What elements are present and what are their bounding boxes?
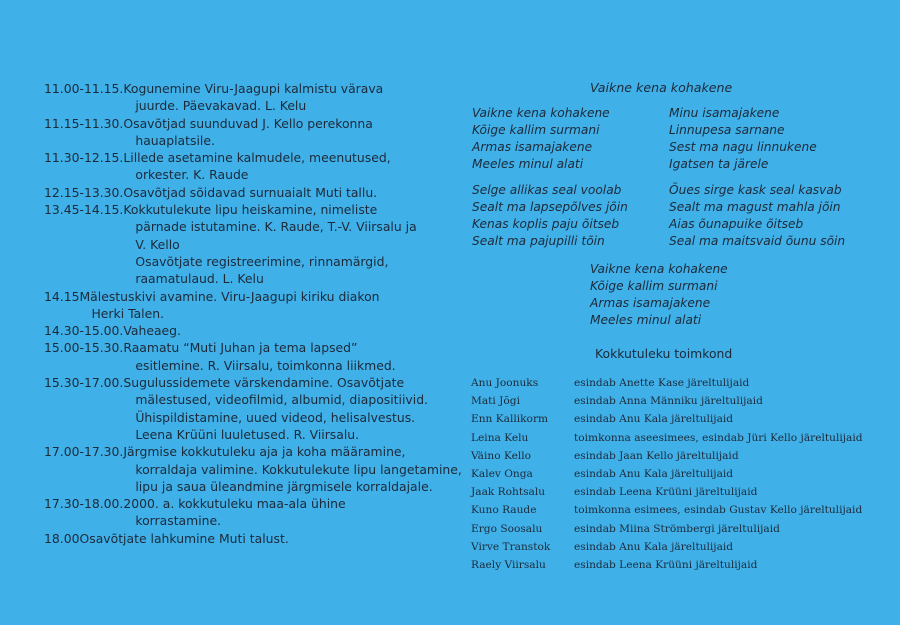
schedule-time: 11.30-12.15. <box>44 150 124 166</box>
member-role: esindab Leena Krüüni järeltulijaid <box>574 558 758 571</box>
committee-row <box>471 501 891 519</box>
committee-row <box>471 465 891 483</box>
schedule-time: 18.00 <box>44 530 80 546</box>
schedule-entry <box>44 443 462 495</box>
schedule-line: Osavõtjate lahkumine Muti talust. <box>79 530 289 546</box>
schedule-description <box>123 115 424 150</box>
poem-line: Armas isamajakene <box>590 295 711 310</box>
poem-title: Vaikne kena kohakene <box>590 80 733 95</box>
schedule-description <box>79 530 424 547</box>
member-name: Jaak Rohtsalu <box>471 486 546 499</box>
poem-line: Sealt ma magust mahla jõin <box>669 199 841 214</box>
schedule-time: 15.30-17.00. <box>44 375 124 391</box>
schedule-description <box>123 374 428 443</box>
schedule-time: 11.15-11.30. <box>44 115 124 131</box>
schedule-time: 15.00-15.30. <box>44 340 124 356</box>
member-name: Anu Joonuks <box>471 377 539 389</box>
schedule-entry <box>44 80 424 115</box>
poem-line: Meeles minul alati <box>590 312 702 327</box>
member-name: Kalev Onga <box>471 467 533 480</box>
schedule-line: lipu ja saua üleandmine järgmisele korraldajale. <box>135 478 433 494</box>
member-role: toimkonna aseesimees, esindab Jüri Kello järeltulijaid <box>574 431 863 444</box>
member-name: Väino Kello <box>471 449 532 462</box>
schedule-line: Vaheaeg. <box>123 323 181 339</box>
schedule-time: 14.30-15.00. <box>44 323 124 339</box>
poem-line: Aias õunapuike õitseb <box>669 216 804 231</box>
schedule-description <box>123 80 424 115</box>
schedule-line: 2000. a. kokkutuleku maa-ala ühine <box>123 496 346 512</box>
schedule-entry <box>44 322 424 339</box>
schedule-time: 11.00-11.15. <box>44 81 124 96</box>
schedule-entry <box>44 339 424 374</box>
schedule-line: esitlemine. R. Viirsalu, toimkonna liikmed. <box>135 357 396 373</box>
schedule-entry <box>44 530 424 547</box>
member-name: Kuno Raude <box>471 504 537 517</box>
schedule-entry <box>44 495 424 530</box>
schedule-line: korrastamine. <box>135 513 222 529</box>
poem-stanza <box>590 261 728 329</box>
member-role: esindab Anu Kala järeltulijaid <box>574 467 734 480</box>
schedule-line: hauaplatsile. <box>135 132 215 148</box>
poem-line: Selge allikas seal voolab <box>472 183 622 197</box>
schedule-entry <box>44 374 428 443</box>
committee-row <box>471 374 891 392</box>
schedule-description <box>123 184 424 201</box>
schedule-entry <box>44 149 424 184</box>
schedule-line: Ühispildistamine, uued videod, helisalvestus. <box>135 409 416 425</box>
schedule-time: 12.15-13.30. <box>44 184 124 200</box>
schedule-line: korraldaja valimine. Kokkutulekute lipu langetamine, <box>135 461 462 477</box>
poem-line: Vaikne kena kohakene <box>472 106 610 120</box>
schedule-line: Raamatu “Muti Juhan ja tema lapsed” <box>123 340 358 356</box>
schedule-line: Osavõtjad sõidavad surnuaialt Muti tallu. <box>123 184 378 200</box>
schedule-description <box>123 149 424 184</box>
schedule-line: Mälestuskivi avamine. Viru-Jaagupi kiriku diakon <box>79 288 380 304</box>
poem-line: Sest ma nagu linnukene <box>669 139 817 154</box>
schedule-time: 13.45-14.15. <box>44 202 124 218</box>
poem-line: Linnupesa sarnane <box>669 122 785 137</box>
poem-stanza <box>472 182 628 250</box>
committee-row <box>471 447 891 465</box>
schedule-description <box>123 339 424 374</box>
member-role: esindab Anette Kase järeltulijaid <box>574 377 750 389</box>
member-role: esindab Jaan Kello järeltulijaid <box>574 449 739 462</box>
committee-row <box>471 429 891 447</box>
schedule-line: Järgmise kokkutuleku aja ja koha määramine, <box>123 444 406 460</box>
schedule-time: 14.15 <box>44 288 80 304</box>
schedule-line: Leena Krüüni luuletused. R. Viirsalu. <box>135 426 360 442</box>
schedule-time: 17.30-18.00. <box>44 496 124 512</box>
poem-line: Sealt ma lapsepõlves jõin <box>472 199 628 214</box>
poem-stanza <box>472 105 610 173</box>
committee-row <box>471 538 891 556</box>
schedule-line: Kogunemine Viru-Jaagupi kalmistu värava <box>123 81 384 96</box>
poem-line: Kõige kallim surmani <box>472 122 600 137</box>
member-role: esindab Miina Strömbergi järeltulijaid <box>574 522 780 535</box>
schedule-time: 17.00-17.30. <box>44 444 124 460</box>
poem-line: Kenas koplis paju õitseb <box>472 216 620 231</box>
member-name: Virve Transtok <box>471 540 551 553</box>
schedule-description <box>123 322 424 339</box>
committee-row <box>471 483 891 501</box>
committee-title: Kokkutuleku toimkond <box>595 346 733 361</box>
schedule <box>44 80 462 547</box>
committee-row <box>471 410 891 428</box>
schedule-line: V. Kello <box>135 236 180 252</box>
member-name: Raely Viirsalu <box>471 558 546 571</box>
poem-line: Meeles minul alati <box>472 156 584 171</box>
member-role: esindab Anu Kala järeltulijaid <box>574 413 734 426</box>
schedule-line: Lillede asetamine kalmudele, meenutused, <box>123 150 391 166</box>
schedule-description <box>79 288 424 323</box>
committee-row <box>471 556 891 574</box>
member-name: Enn Kallikorm <box>471 413 549 426</box>
committee-row <box>471 520 891 538</box>
schedule-description <box>123 443 461 495</box>
poem-line: Minu isamajakene <box>669 106 780 120</box>
schedule-line: Sugulussidemete värskendamine. Osavõtjate <box>123 375 405 391</box>
poem-line: Kõige kallim surmani <box>590 278 718 293</box>
poem-line: Seal ma maitsvaid õunu sõin <box>669 233 846 248</box>
schedule-line: mälestused, videofilmid, albumid, diapositiivid. <box>135 392 428 408</box>
member-name: Mati Jõgi <box>471 395 520 408</box>
schedule-line: pärnade istutamine. K. Raude, T.-V. Viirsalu ja <box>135 219 417 235</box>
member-name: Leina Kelu <box>471 431 529 444</box>
schedule-entry <box>44 201 424 287</box>
poem-line: Armas isamajakene <box>472 139 593 154</box>
schedule-line: Kokkutulekute lipu heiskamine, nimeliste <box>123 202 378 218</box>
schedule-description <box>123 495 424 530</box>
poem-line: Õues sirge kask seal kasvab <box>669 183 842 197</box>
schedule-line: Herki Talen. <box>91 305 165 321</box>
poem-stanza <box>669 182 845 250</box>
member-role: esindab Leena Krüüni järeltulijaid <box>574 486 758 499</box>
committee-list <box>471 374 891 574</box>
schedule-entry <box>44 115 424 150</box>
schedule-line: raamatulaud. L. Kelu <box>135 271 264 287</box>
poem-line: Igatsen ta järele <box>669 156 769 171</box>
schedule-entry <box>44 288 424 323</box>
poem-line: Vaikne kena kohakene <box>590 262 728 276</box>
member-role: esindab Anna Männiku järeltulijaid <box>574 395 763 408</box>
poem-stanza <box>669 105 817 173</box>
member-name: Ergo Soosalu <box>471 522 543 535</box>
schedule-description <box>123 201 424 287</box>
schedule-line: juurde. Päevakavad. L. Kelu <box>135 98 307 114</box>
member-role: toimkonna esimees, esindab Gustav Kello järeltulijaid <box>574 504 863 517</box>
schedule-entry <box>44 184 424 201</box>
member-role: esindab Anu Kala järeltulijaid <box>574 540 734 553</box>
schedule-line: orkester. K. Raude <box>135 167 249 183</box>
committee-row <box>471 392 891 410</box>
schedule-line: Osavõtjad suunduvad J. Kello perekonna <box>123 115 373 131</box>
schedule-line: Osavõtjate registreerimine, rinnamärgid, <box>135 253 389 269</box>
poem-line: Sealt ma pajupilli tõin <box>472 233 605 248</box>
